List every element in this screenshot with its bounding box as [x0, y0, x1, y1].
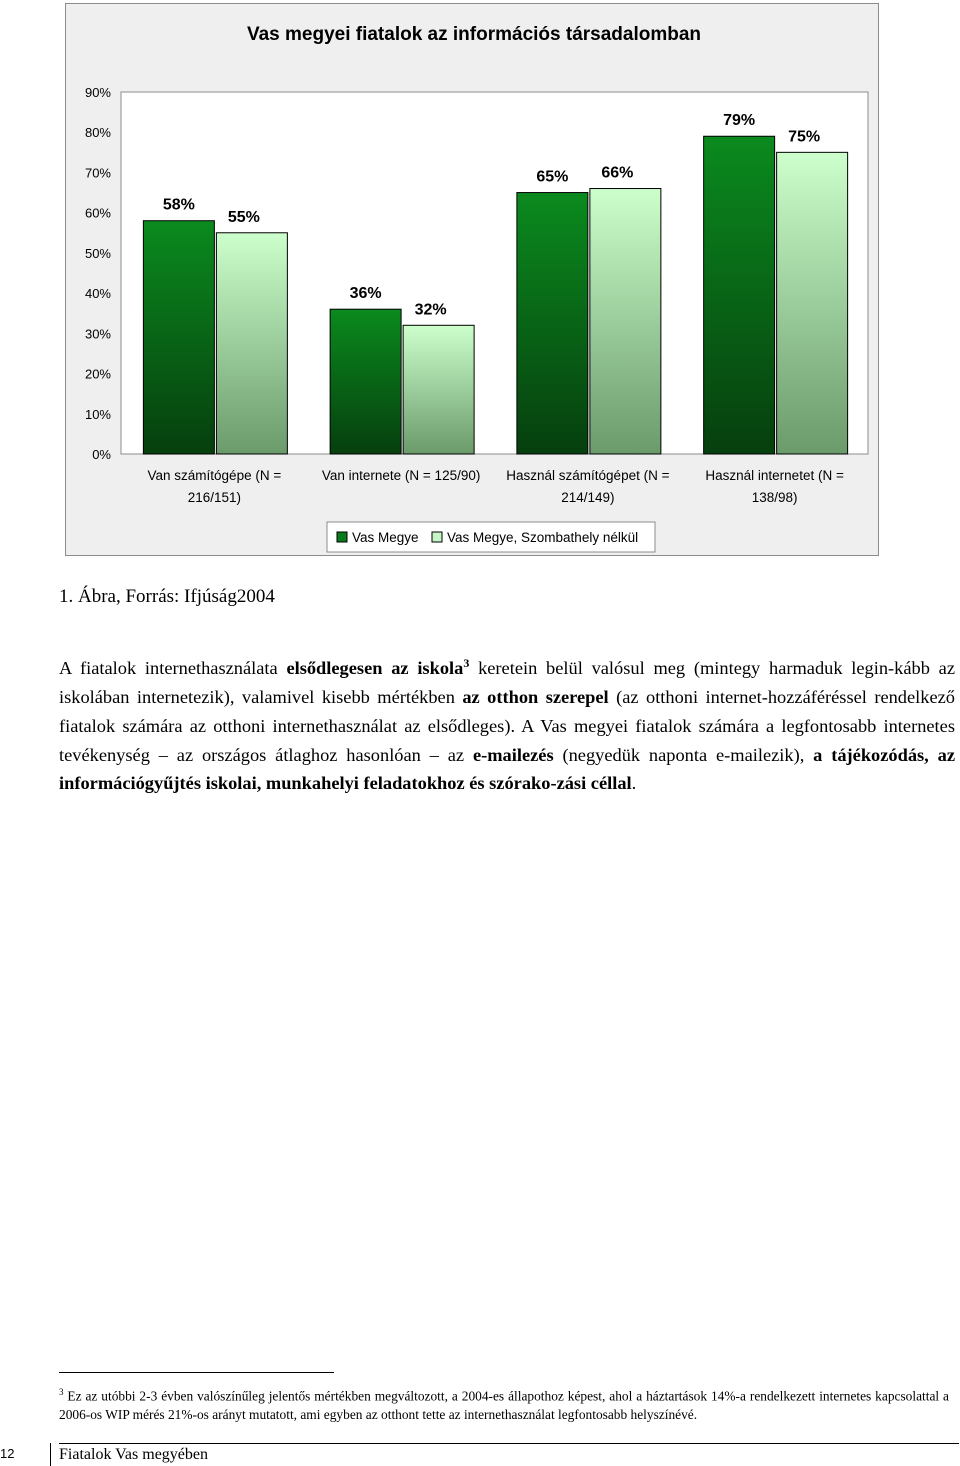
text-run: .: [631, 773, 637, 794]
bold-run: az otthon szerepel: [462, 686, 609, 707]
x-category-label: Van internete (N = 125/90): [321, 468, 481, 483]
y-tick-label: 60%: [84, 205, 111, 221]
bar-data-label: 79%: [723, 112, 756, 130]
bar-data-label: 55%: [227, 208, 260, 226]
footer-divider: [50, 1443, 51, 1466]
x-category-label: Van számítógépe (N =: [147, 468, 282, 483]
bar-vas-megye-szombathely-nelkul: [216, 233, 287, 454]
footnote: [59, 1383, 949, 1424]
bar-data-label: 65%: [536, 168, 569, 186]
bar-vas-megye: [517, 193, 588, 454]
text-run: (az otthoni internet-hozzáféréssel rendelkező fiatalok számára az otthoni internethasználat az elsődleges). A Vas megyei fiatalok számára a legfontosabb internetes tevékenység – az országos átlaghoz hasonlóan – az: [59, 686, 955, 765]
page-number: 12: [0, 1446, 15, 1461]
bold-run: e-mailezés: [472, 744, 554, 765]
x-category-label: 138/98): [751, 490, 798, 505]
text-run: keretein belül valósul meg (mintegy harmaduk legin-kább az iskolában internetezik), valamivel kisebb mértékben: [59, 658, 956, 707]
bar-chart: [66, 4, 880, 557]
chart-title: Vas megyei fiatalok az információs társadalomban: [246, 24, 702, 45]
footnote-text: Ez az utóbbi 2-3 évben valószínűleg jelentős mértékben megváltozott, a 2004-es állapothoz képest, ahol a háztartások 14%-a rendelkezett internetes kapcsolattal a 2006-os WIP mérés 21%-os arányt mutatott, ami egyben az otthont tette az internethasználat legfontosabb helyszínévé.: [59, 1388, 949, 1422]
bar-vas-megye: [704, 136, 775, 454]
y-tick-label: 70%: [84, 165, 111, 181]
chart-frame: [65, 3, 879, 556]
bar-vas-megye-szombathely-nelkul: [403, 325, 474, 454]
y-tick-label: 90%: [84, 85, 111, 100]
bar-data-label: 75%: [788, 128, 821, 146]
bar-vas-megye-szombathely-nelkul: [590, 189, 661, 454]
bar-vas-megye: [143, 221, 214, 454]
x-category-label: 216/151): [187, 490, 242, 505]
bar-data-label: 66%: [601, 164, 634, 182]
y-tick-label: 80%: [84, 125, 111, 141]
y-tick-label: 50%: [84, 245, 111, 261]
bar-data-label: 32%: [414, 301, 447, 319]
legend-label: Vas Megye, Szombathely nélkül: [447, 530, 639, 545]
y-tick-label: 0%: [92, 447, 111, 462]
body-paragraph: [59, 649, 955, 798]
bold-run: a tájékozódás, az információgyűjtés iskolai, munkahelyi feladatokhoz és szórako-zási céllal: [59, 744, 955, 794]
figure-caption: 1. Ábra, Forrás: Ifjúság2004: [59, 586, 275, 607]
footnote-rule: [59, 1372, 334, 1373]
x-category-label: 214/149): [561, 490, 615, 505]
legend-swatch: [432, 532, 442, 542]
text-run: (negyedük naponta e-mailezik),: [553, 744, 814, 765]
footer-rule: [59, 1443, 959, 1444]
y-tick-label: 20%: [84, 366, 111, 382]
footnote-marker: 3: [59, 1387, 64, 1397]
x-category-label: Használ internetet (N =: [705, 468, 844, 483]
bar-data-label: 58%: [162, 196, 195, 214]
x-category-label: Használ számítógépet (N =: [506, 468, 670, 483]
bar-vas-megye-szombathely-nelkul: [777, 152, 848, 454]
footer-title: Fiatalok Vas megyében: [59, 1446, 209, 1463]
bold-run: elsődlegesen az iskola: [286, 658, 464, 679]
y-tick-label: 30%: [84, 326, 111, 342]
legend-swatch: [337, 532, 347, 542]
y-tick-label: 40%: [84, 286, 111, 302]
legend-label: Vas Megye: [352, 530, 419, 545]
bar-data-label: 36%: [349, 285, 382, 303]
text-run: A fiatalok internethasználata: [59, 658, 287, 679]
bar-vas-megye: [330, 309, 401, 454]
y-tick-label: 10%: [84, 406, 111, 422]
footnote-ref: 3: [463, 656, 470, 670]
